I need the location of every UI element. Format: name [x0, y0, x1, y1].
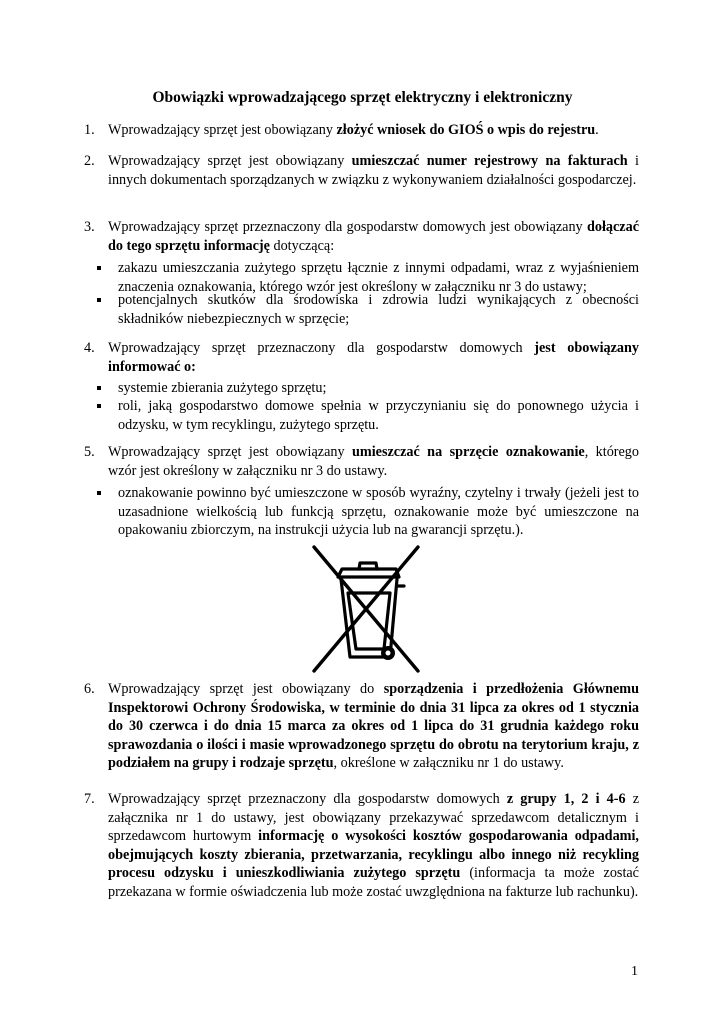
- bullet-item: systemie zbierania zużytego sprzętu;: [108, 379, 639, 398]
- item-text: Wprowadzający sprzęt przeznaczony dla gospodarstw domowych jest obowiązany informować o:: [108, 340, 639, 375]
- bullet-item: roli, jaką gospodarstwo domowe spełnia w przyczynianiu się do ponownego użycia i odzysku, w tym recyklingu, zużytego sprzętu.: [108, 397, 639, 434]
- bullet-item: potencjalnych skutków dla środowiska i zdrowia ludzi wynikających z obecności składników niebezpiecznych w sprzęcie;: [108, 291, 639, 328]
- bullet-square-icon: [97, 386, 101, 390]
- item-number: 2.: [84, 153, 95, 169]
- page-title: Obowiązki wprowadzającego sprzęt elektryczny i elektroniczny: [152, 89, 573, 106]
- list-item-7: [86, 790, 639, 901]
- list-item-6: [86, 680, 639, 773]
- bullet-square-icon: [97, 491, 101, 495]
- bullet-item: oznakowanie powinno być umieszczone w sposób wyraźny, czytelny i trwały (jeżeli jest to uzasadnione wielkością lub funkcją sprzętu, oznakowanie może być umieszczone na opakowaniu zbiorczym, na instrukcji użycia lub na gwarancji sprzętu.).: [108, 484, 639, 540]
- item-text: Wprowadzający sprzęt jest obowiązany do sporządzenia i przedłożenia Głównemu Inspektorowi Ochrony Środowiska, w terminie do dnia 31 lipca za okres od 1 stycznia do 30 czerwca i do dnia 15 marca za okres od 1 lipca do 31 grudnia każdego roku sprawozdania o ilości i masie wprowadzonego sprzętu do obrotu na terytorium kraju, z podziałem na grupy i rodzaje sprzętu, określone w załączniku nr 1 do ustawy.: [108, 681, 639, 771]
- bullet-item: zakazu umieszczania zużytego sprzętu łącznie z innymi odpadami, wraz z wyjaśnieniem znaczenia oznakowania, którego wzór jest określony w załączniku nr 3 do ustawy;: [108, 259, 639, 296]
- item-number: 3.: [84, 219, 95, 235]
- list-item-3: [86, 218, 639, 255]
- item-number: 1.: [84, 122, 95, 138]
- bullet-square-icon: [97, 266, 101, 270]
- list-item-4: [86, 339, 639, 376]
- item-text: Wprowadzający sprzęt jest obowiązany umieszczać na sprzęcie oznakowanie, którego wzór jest określony w załączniku nr 3 do ustawy.: [108, 444, 639, 479]
- item-text: Wprowadzający sprzęt jest obowiązany złożyć wniosek do GIOŚ o wpis do rejestru.: [108, 122, 599, 138]
- list-item-1: [86, 121, 639, 140]
- item-number: 6.: [84, 681, 95, 697]
- bullet-square-icon: [97, 404, 101, 408]
- item-number: 5.: [84, 444, 95, 460]
- crossed-out-wheelie-bin-icon: [304, 541, 428, 675]
- list-item-5: [86, 443, 639, 480]
- bullet-square-icon: [97, 298, 101, 302]
- item-text: Wprowadzający sprzęt przeznaczony dla gospodarstw domowych z grupy 1, 2 i 4-6 z załącznika nr 1 do ustawy, jest obowiązany przekazywać sprzedawcom detalicznym i sprzedawcom hurtowym informację o wysokości kosztów gospodarowania odpadami, obejmujących koszty zbierania, przetwarzania, recyklingu albo innego niż recykling procesu odzysku i unieszkodliwiania zużytego sprzętu (informacja ta może zostać przekazana w formie oświadczenia lub może zostać uwzględniona na fakturze lub rachunku).: [108, 791, 639, 900]
- item-number: 7.: [84, 791, 95, 807]
- page-number: 1: [631, 964, 638, 979]
- item-text: Wprowadzający sprzęt przeznaczony dla gospodarstw domowych jest obowiązany dołączać do tego sprzętu informację dotyczącą:: [108, 219, 639, 254]
- item-number: 4.: [84, 340, 95, 356]
- list-item-2: [86, 152, 639, 189]
- item-text: Wprowadzający sprzęt jest obowiązany umieszczać numer rejestrowy na fakturach i innych dokumentach sporządzanych w związku z wykonywaniem działalności gospodarczej.: [108, 153, 639, 188]
